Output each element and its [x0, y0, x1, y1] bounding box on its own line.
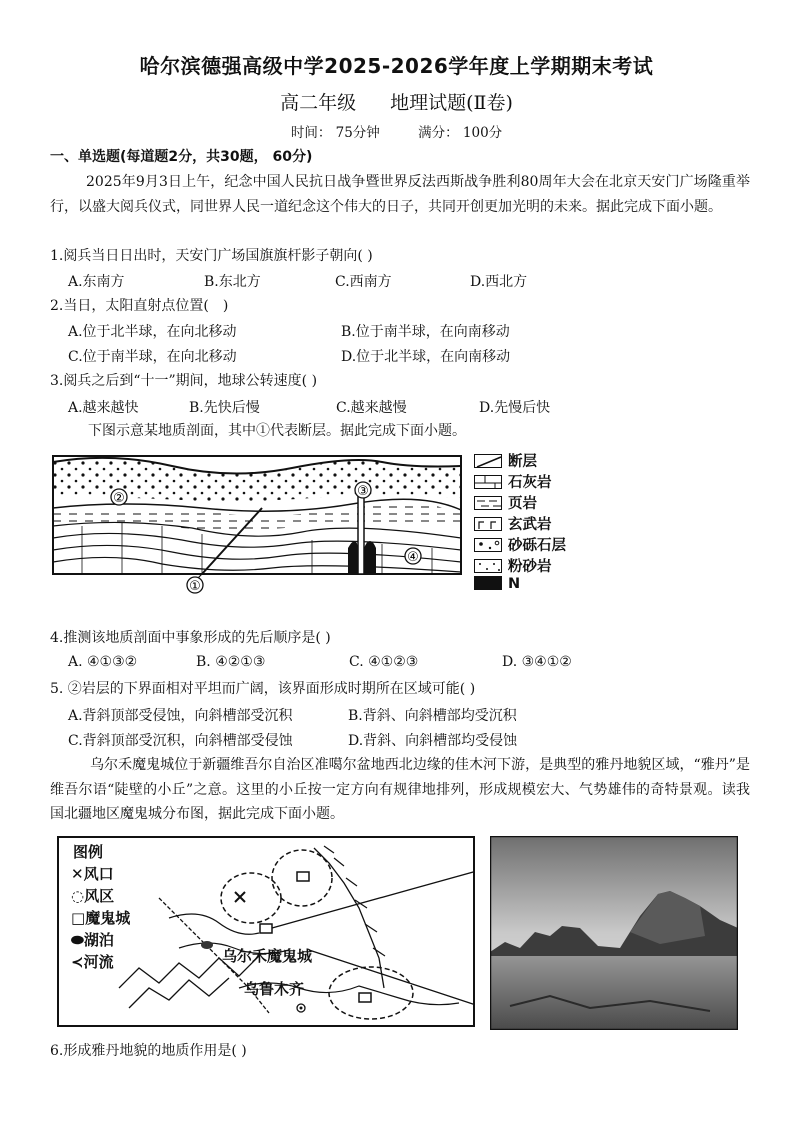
q3-stem: 3.阅兵之后到“十一”期间，地球公转速度( ) — [50, 373, 318, 389]
q4-option-b[interactable]: B. ④②①③ — [196, 654, 266, 670]
ghost-city-icon: □ — [71, 909, 86, 927]
legend-limestone: 石灰岩 — [474, 471, 552, 492]
wind-gap-icon: ✕ — [71, 865, 84, 883]
legend-basalt: 玄武岩 — [474, 513, 552, 534]
limestone-pattern-icon — [474, 475, 502, 489]
map-legend-title: 图例 — [73, 843, 104, 861]
shale-pattern-icon — [474, 496, 502, 510]
map-legend-wind-zone: ◌风区 — [71, 887, 115, 905]
lake-icon: ⬬ — [71, 931, 84, 949]
map-legend-lake: ⬬湖泊 — [71, 931, 114, 949]
exam-title: 哈尔滨德强高级中学2025-2026学年度上学期期末考试 — [139, 54, 654, 78]
basalt-pattern-icon — [474, 517, 502, 531]
grade-label: 高二年级 — [280, 92, 357, 114]
q4-option-a[interactable]: A. ④①③② — [68, 654, 138, 670]
legend-shale: 页岩 — [474, 492, 537, 513]
label-3: ③ — [357, 484, 369, 499]
exam-subtitle — [0, 88, 793, 115]
map-legend-river: ≺河流 — [71, 953, 114, 971]
map-figure — [57, 836, 475, 1027]
q3-option-c[interactable]: C.越来越慢 — [336, 400, 407, 416]
q1-option-a[interactable]: A.东南方 — [68, 274, 125, 290]
place-urho-ghost-city: 乌尔禾魔鬼城 — [222, 947, 313, 965]
q5-option-c[interactable]: C.背斜顶部受沉积，向斜槽部受侵蚀 — [68, 733, 293, 749]
section-heading: 一、单选题(每道题2分，共30题， 60分) — [50, 149, 313, 165]
q2-option-c[interactable]: C.位于南半球，在向北移动 — [68, 349, 237, 365]
map-legend-ghost-city: □魔鬼城 — [71, 909, 131, 927]
q4-option-d[interactable]: D. ③④①② — [502, 654, 572, 670]
subject-label: 地理试题(Ⅱ卷) — [390, 92, 513, 114]
q2-option-a[interactable]: A.位于北半球，在向北移动 — [68, 324, 237, 340]
q3-option-b[interactable]: B.先快后慢 — [189, 400, 260, 416]
fault-symbol-icon — [474, 454, 502, 468]
q6-stem: 6.形成雅丹地貌的地质作用是( ) — [50, 1043, 247, 1059]
yardang-paragraph: 乌尔禾魔鬼城位于新疆维吾尔自治区准噶尔盆地西北边缘的佳木河下游，是典型的雅丹地貌区域，“雅丹”是维吾尔语“陡壁的小丘”之意。这里的小丘按一定方向有规律地排列，形成规模宏大、气势雄伟的奇特景观。读我国北疆地区魔鬼城分布图，据此完成下面小题。 — [50, 757, 750, 822]
legend-gravel: 砂砾石层 — [474, 534, 566, 555]
q2-option-d[interactable]: D.位于北半球，在向南移动 — [341, 349, 511, 365]
yardang-photo — [490, 836, 738, 1030]
intro-paragraph: 2025年9月3日上午，纪念中国人民抗日战争暨世界反法西斯战争胜利80周年大会在北京天安门广场隆重举行，以盛大阅兵仪式，同世界人民一道纪念这个伟大的日子，共同开创更加光明的未来。据此完成下面小题。 — [50, 174, 750, 215]
q3-option-a[interactable]: A.越来越快 — [68, 400, 139, 416]
place-urumqi: 乌鲁木齐 — [244, 980, 305, 998]
q5-option-b[interactable]: B.背斜、向斜槽部均受沉积 — [348, 708, 517, 724]
map-legend-wind-gap: ✕风口 — [71, 865, 114, 883]
q5-option-d[interactable]: D.背斜、向斜槽部均受侵蚀 — [348, 733, 518, 749]
legend-n: N — [474, 576, 520, 592]
q5-stem: 5. ②岩层的下界面相对平坦而广阔，该界面形成时期所在区域可能( ) — [50, 681, 476, 697]
label-4: ④ — [407, 550, 419, 565]
label-2: ② — [113, 491, 125, 506]
exam-meta — [0, 121, 793, 141]
river-icon: ≺ — [71, 953, 84, 971]
wind-zone-icon: ◌ — [71, 887, 85, 905]
q1-stem: 1.阅兵当日日出时，天安门广场国旗旗杆影子朝向( ) — [50, 248, 373, 264]
q2-option-b[interactable]: B.位于南半球，在向南移动 — [341, 324, 510, 340]
solid-black-icon — [474, 576, 502, 590]
label-1: ① — [189, 579, 201, 594]
geology-intro: 下图示意某地质剖面，其中①代表断层。据此完成下面小题。 — [88, 423, 466, 439]
q2-stem: 2.当日，太阳直射点位置( ) — [50, 298, 229, 314]
q4-option-c[interactable]: C. ④①②③ — [349, 654, 419, 670]
q1-option-c[interactable]: C.西南方 — [335, 274, 392, 290]
legend-siltstone: 粉砂岩 — [474, 555, 552, 576]
q5-option-a[interactable]: A.背斜顶部受侵蚀，向斜槽部受沉积 — [68, 708, 293, 724]
q4-stem: 4.推测该地质剖面中事象形成的先后顺序是( ) — [50, 630, 331, 646]
geologic-cross-section — [52, 448, 464, 596]
legend-fault: 断层 — [474, 450, 537, 471]
gravel-pattern-icon — [474, 538, 502, 552]
siltstone-pattern-icon — [474, 559, 502, 573]
q3-option-d[interactable]: D.先慢后快 — [479, 400, 551, 416]
time-label: 时间： 75分钟 — [290, 125, 380, 141]
q1-option-b[interactable]: B.东北方 — [204, 274, 261, 290]
score-label: 满分： 100分 — [418, 125, 503, 141]
q1-option-d[interactable]: D.西北方 — [470, 274, 528, 290]
